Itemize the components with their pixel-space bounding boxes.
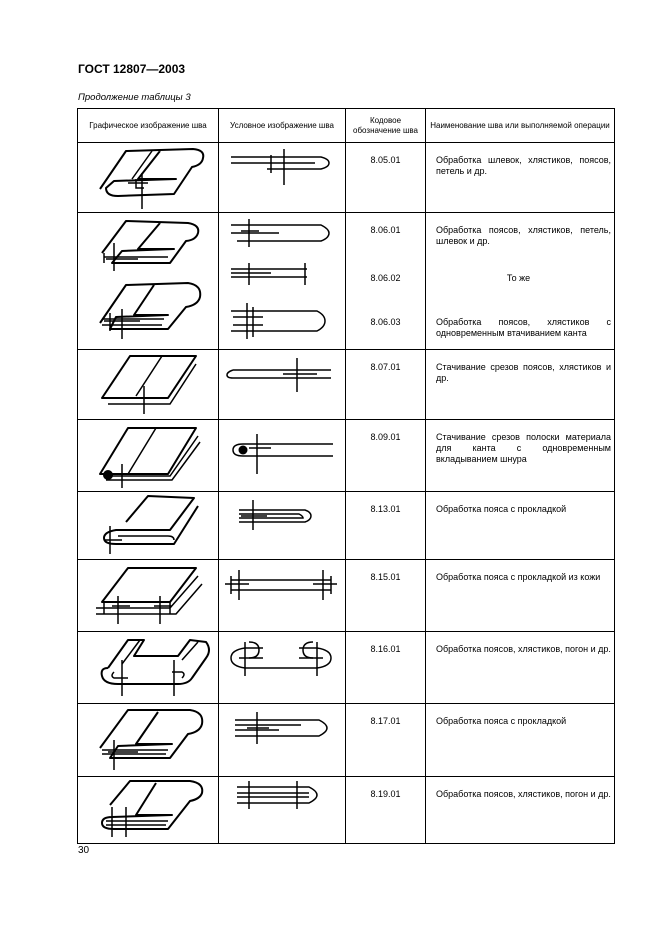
seam-code: 8.15.01 [370,572,401,582]
seam-description: Обработка пояса с прокладкой из кожи [436,572,601,582]
column-header-symbol: Условное изображение шва [219,109,346,143]
seam-symbol [219,213,346,350]
seam-description: Стачивание срезов поясов, хлястиков и др. [436,362,611,383]
standard-header: ГОСТ 12807—2003 [78,62,186,76]
seam-code: 8.17.01 [370,716,401,726]
page-number: 30 [78,845,90,856]
table-row [78,213,615,350]
seam-description: Стачивание срезов полоски материала для канта с одновременным вкладыванием шнура [436,432,611,464]
seam-code: 8.06.01 [370,225,401,235]
seam-code: 8.13.01 [370,504,401,514]
seam-graphic [78,492,219,560]
seam-graphic [78,560,219,632]
seam-description: Обработка поясов, хлястиков, петель, шлевок и др. [436,225,611,246]
seam-graphic [78,143,219,213]
seam-symbol [219,704,346,777]
seam-graphic [78,420,219,492]
table-row [78,143,615,213]
seam-graphic [78,213,219,350]
seam-description: Обработка поясов, хлястиков, погон и др. [436,644,611,654]
seam-symbol [219,560,346,632]
table-header-row [78,109,615,143]
seam-graphic [78,704,219,777]
seam-graphic [78,777,219,844]
seam-description: Обработка шлевок, хлястиков, поясов, петель и др. [436,155,611,176]
table-row [78,632,615,704]
seam-symbol [219,350,346,420]
seam-symbol [219,420,346,492]
seam-code: 8.05.01 [370,155,401,165]
seam-description: Обработка пояса с прокладкой [436,504,567,514]
seam-symbol [219,143,346,213]
seam-graphic [78,350,219,420]
seam-code: 8.09.01 [370,432,401,442]
seam-code: 8.19.01 [370,789,401,799]
table-caption: Продолжение таблицы 3 [78,92,191,103]
seam-code: 8.16.01 [370,644,401,654]
seam-description: Обработка поясов, хлястиков, погон и др. [436,789,611,799]
seam-description: Обработка пояса с прокладкой [436,716,567,726]
column-header-name: Наименование шва или выполняемой операции [426,109,615,143]
table-row [78,704,615,777]
seam-symbol [219,632,346,704]
table-row [78,560,615,632]
seam-table [77,108,615,844]
table-row [78,350,615,420]
seam-description: То же [506,273,531,283]
column-header-code: Кодовое обозначение шва [346,109,426,143]
seam-code: 8.06.02 [370,273,401,283]
seam-symbol [219,492,346,560]
seam-code: 8.06.03 [370,317,401,327]
seam-code: 8.07.01 [370,362,401,372]
column-header-graphic: Графическое изображение шва [78,109,219,143]
table-row [78,777,615,844]
seam-graphic [78,632,219,704]
seam-description: Обработка поясов, хлястиков с одновременным втачиванием канта [436,317,611,338]
table-row [78,492,615,560]
seam-symbol [219,777,346,844]
table-row [78,420,615,492]
